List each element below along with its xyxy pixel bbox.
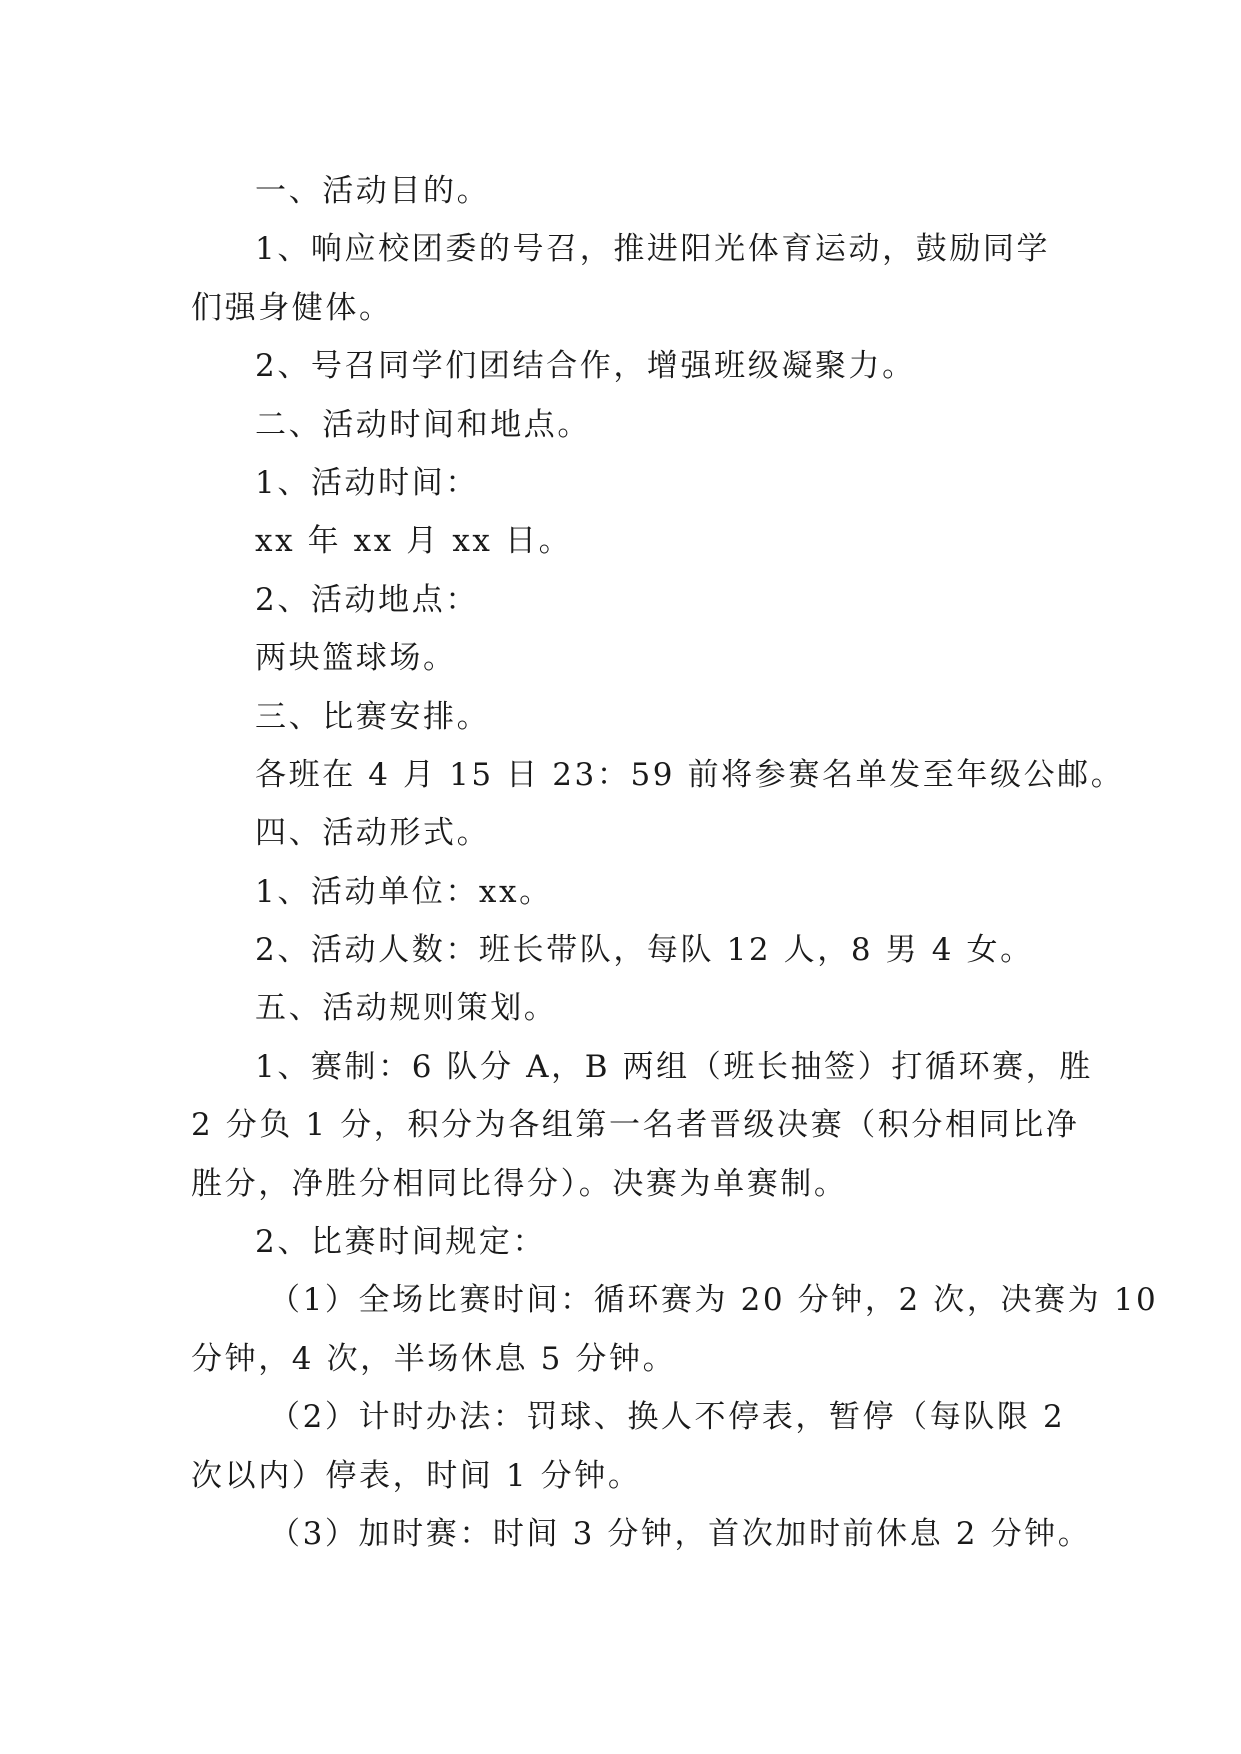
paragraph-line: 2 分负 1 分，积分为各组第一名者晋级决赛（积分相同比净 bbox=[191, 1107, 1080, 1144]
paragraph-line: xx 年 xx 月 xx 日。 bbox=[255, 523, 573, 560]
paragraph-line: 1、活动单位：xx。 bbox=[255, 873, 553, 910]
paragraph-line: 胜分，净胜分相同比得分）。决赛为单赛制。 bbox=[191, 1165, 848, 1202]
paragraph-line: 各班在 4 月 15 日 23：59 前将参赛名单发至年级公邮。 bbox=[255, 756, 1125, 793]
paragraph-line: 分钟，4 次，半场休息 5 分钟。 bbox=[191, 1340, 677, 1377]
section-heading-schedule: 三、比赛安排。 bbox=[255, 698, 491, 735]
paragraph-line: 1、响应校团委的号召，推进阳光体育运动，鼓励同学 bbox=[255, 231, 1051, 268]
document-body bbox=[191, 162, 1159, 1563]
paragraph-line: 1、活动时间： bbox=[255, 464, 479, 501]
paragraph-line: 2、活动地点： bbox=[255, 581, 479, 618]
paragraph-line: 们强身健体。 bbox=[191, 289, 393, 326]
paragraph-line: 1、赛制：6 队分 A，B 两组（班长抽签）打循环赛，胜 bbox=[255, 1048, 1093, 1085]
section-heading-format: 四、活动形式。 bbox=[255, 815, 491, 852]
paragraph-line: 两块篮球场。 bbox=[255, 640, 457, 677]
paragraph-line: （3）加时赛：时间 3 分钟，首次加时前休息 2 分钟。 bbox=[269, 1515, 1092, 1552]
section-heading-purpose: 一、活动目的。 bbox=[255, 173, 491, 209]
paragraph-line: 2、号召同学们团结合作，增强班级凝聚力。 bbox=[255, 348, 916, 385]
section-heading-rules: 五、活动规则策划。 bbox=[255, 990, 558, 1027]
section-heading-time-place: 二、活动时间和地点。 bbox=[255, 406, 591, 443]
paragraph-line: 次以内）停表，时间 1 分钟。 bbox=[191, 1457, 642, 1494]
paragraph-line: （2）计时办法：罚球、换人不停表，暂停（每队限 2 bbox=[269, 1399, 1066, 1436]
paragraph-line: 2、比赛时间规定： bbox=[255, 1224, 547, 1261]
paragraph-line: （1）全场比赛时间：循环赛为 20 分钟，2 次，决赛为 10 bbox=[269, 1282, 1159, 1319]
paragraph-line: 2、活动人数：班长带队，每队 12 人，8 男 4 女。 bbox=[255, 932, 1034, 969]
